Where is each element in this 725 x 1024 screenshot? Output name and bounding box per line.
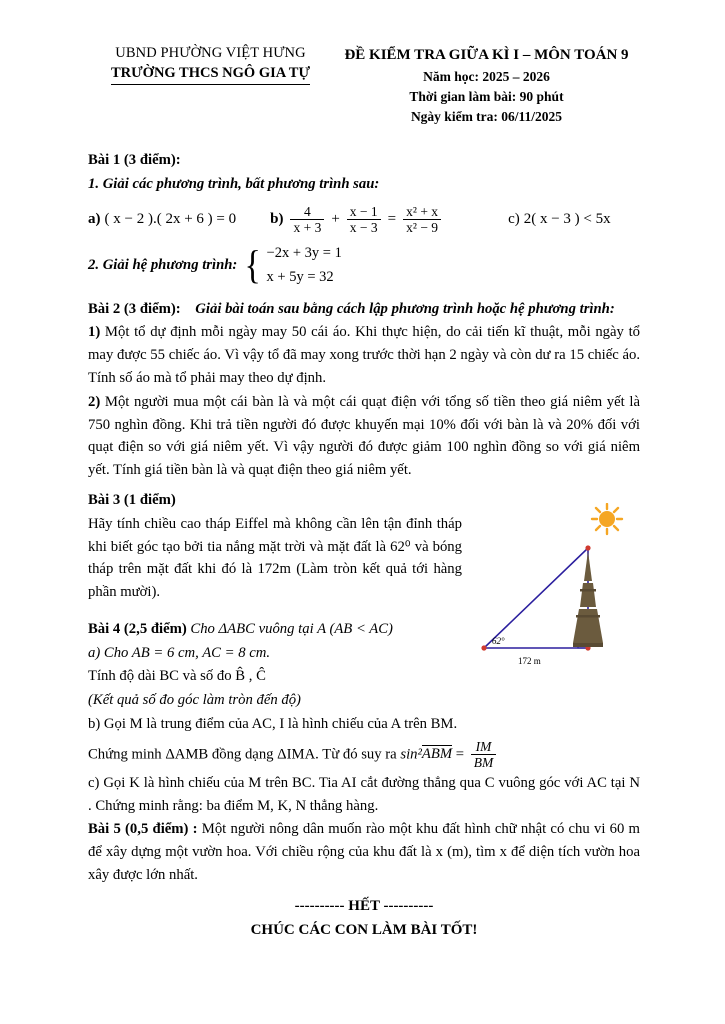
fraction-denominator: x² − 9 (403, 219, 441, 236)
fraction-denominator: x − 3 (347, 219, 381, 236)
bai2-p2-text: Một người mua một cái bàn là và một cái quạt điện với tổng số tiền theo giá niêm yết là 750 nghìn đồng. Khi trả tiền người đó được khuyến mại 10% đối với bàn là và 20% đối với quạt điện so với giá niêm yết. Vì vậy người đó được giảm 100 nghìn đồng so với giá niêm yết. Tính giá tiền bàn là và quạt điện theo giá niêm yết. (88, 393, 640, 479)
document-footer (88, 894, 640, 942)
bai1-b-fraction-1 (290, 204, 324, 236)
bai1-equations-row (88, 204, 640, 236)
fraction-denominator: BM (471, 754, 497, 771)
bai4-b2-pre: Chứng minh ΔAMB đồng dạng ΔIMA. Từ đó suy ra (88, 746, 401, 763)
bai4-a: a) Cho AB = 6 cm, AC = 8 cm. (88, 644, 271, 661)
bai1-a-expression: ( x − 2 ).( 2x + 6 ) = 0 (104, 211, 237, 228)
bai1-system-row (88, 242, 640, 290)
bai1-title: Bài 1 (3 điểm): (88, 152, 181, 169)
fraction-denominator: x + 3 (290, 219, 324, 236)
fraction-numerator: 4 (304, 203, 311, 219)
bai4-b2-angle: ABM (421, 746, 453, 763)
bai1-a-label: a) (88, 211, 101, 228)
fraction-numerator: x − 1 (349, 203, 378, 219)
bai2-problem-1 (88, 321, 640, 389)
document-body (88, 149, 640, 941)
exam-year: Năm học: 2025 – 2026 (423, 68, 550, 84)
bai1-b-plus: + (331, 211, 340, 228)
system-equation-1: −2x + 3y = 1 (266, 244, 342, 261)
document-content (88, 44, 640, 942)
bai5-line (88, 818, 640, 886)
exam-date: Ngày kiểm tra: 06/11/2025 (410, 109, 563, 124)
bai2-p1-text: Một tổ dự định mỗi ngày may 50 cái áo. Khi thực hiện, do cải tiến kĩ thuật, mỗi ngày tổ may được 55 chiếc áo. Vì vậy tổ đã may xong trước thời hạn 2 ngày và còn dư ra 15 chiếc áo. Tính số áo mà tổ phải may theo dự định. (88, 324, 640, 387)
bai1-c-label: c) (508, 211, 520, 228)
exam-title: ĐỀ KIỂM TRA GIỮA KÌ I – MÔN TOÁN 9 (344, 47, 629, 63)
bai1-sub1: 1. Giải các phương trình, bất phương trình sau: (88, 176, 380, 193)
bai4-c: c) Gọi K là hình chiếu của M trên BC. Tia AI cắt đường thẳng qua C vuông góc với AC tại N . Chứng minh rằng: ba điểm M, K, N thẳng hàng. (88, 774, 640, 814)
exam-duration: Thời gian làm bài: 90 phút (409, 88, 564, 104)
bai1-sub2: 2. Giải hệ phương trình: (88, 257, 238, 274)
footer-end-line: ---------- HẾT ---------- (294, 897, 434, 914)
fraction-numerator: IM (475, 738, 492, 754)
eiffel-tower-silhouette (573, 551, 603, 647)
bai3-title: Bài 3 (1 điểm) (88, 491, 176, 508)
right-triangle (481, 545, 590, 650)
bai2-problem-2 (88, 391, 640, 482)
exam-header (333, 44, 640, 127)
bai4-b2-sin: sin² (400, 746, 422, 763)
bai1-b-label: b) (270, 211, 284, 228)
bai2-p1-number: 1) (88, 324, 101, 341)
bai1-system-equations (267, 242, 342, 290)
bai4-b: b) Gọi M là trung điểm của AC, I là hình chiếu của A trên BM. (88, 715, 458, 732)
bai2-title-italic: Giải bài toán sau bằng cách lập phương trình hoặc hệ phương trình: (195, 300, 615, 317)
bai4-a3: (Kết quả số đo góc làm tròn đến độ) (88, 692, 301, 709)
bai1-b-fraction-3 (403, 204, 441, 236)
bai4-b2-fraction (471, 739, 497, 771)
figure-angle-label: 62° (492, 635, 505, 646)
document-header (88, 44, 640, 127)
bai1-b-fraction-2 (347, 204, 381, 236)
bai4-title: Bài 4 (2,5 điểm) (88, 620, 187, 637)
footer-wish-line: CHÚC CÁC CON LÀM BÀI TỐT! (250, 921, 478, 938)
bai2-p2-number: 2) (88, 393, 101, 410)
bai1-c-expression: 2( x − 3 ) < 5x (523, 211, 611, 228)
eiffel-tower-diagram (470, 503, 640, 678)
sun-icon (592, 504, 622, 534)
bai3-with-figure (88, 513, 640, 888)
bai4-intro: Cho ΔABC vuông tại A (AB < AC) (186, 620, 393, 637)
system-equation-2: x + 5y = 32 (266, 268, 334, 285)
bai5-title: Bài 5 (0,5 điểm) : (88, 821, 198, 838)
bai4-b2 (88, 739, 640, 771)
bai3-body: Hãy tính chiều cao tháp Eiffel mà không cần lên tận đỉnh tháp khi biết góc tạo bởi tia nắng mặt trời và mặt đất là 62⁰ và bóng tháp trên mặt đất khi đó là 172m (Làm tròn kết quả tới hàng phần mười). (88, 515, 462, 601)
eiffel-figure (470, 503, 640, 678)
bai2-title-line (88, 298, 640, 321)
school-name: TRƯỜNG THCS NGÔ GIA TỰ (111, 64, 310, 86)
ward-name: UBND PHƯỜNG VIỆT HƯNG (115, 45, 306, 61)
fraction-numerator: x² + x (406, 203, 439, 219)
system-brace-icon: { (244, 242, 262, 288)
bai1-b-equals: = (387, 211, 397, 228)
bai2-title: Bài 2 (3 điểm): (88, 300, 181, 317)
bai4-a2: Tính độ dài BC và số đo B̂ , Ĉ (88, 668, 266, 685)
bai4-b2-eq: = (452, 746, 468, 763)
school-header (88, 44, 333, 85)
bai5-body: Một người nông dân muốn rào một khu đất hình chữ nhật có chu vi 60 m để xây dựng một vườn hoa. Với chiều rộng của khu đất là x (m), tìm x để diện tích vườn hoa xây được lớn nhất. (88, 821, 640, 883)
figure-base-label: 172 m (518, 655, 541, 666)
